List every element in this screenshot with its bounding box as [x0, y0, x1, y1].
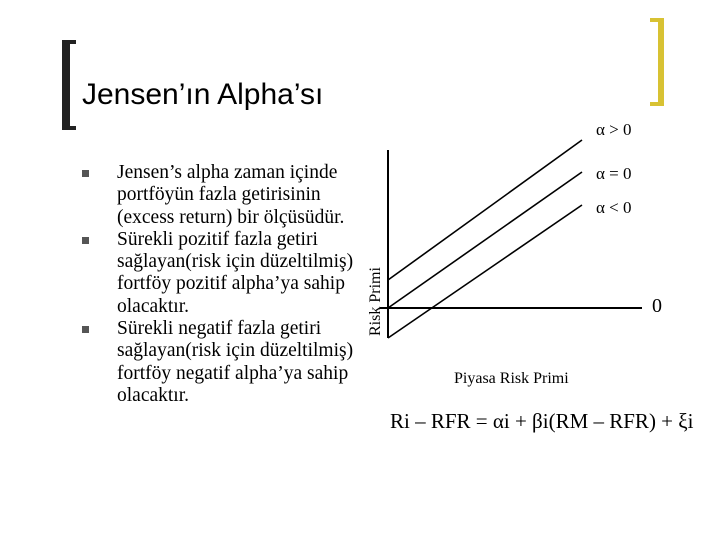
y-axis-label: Risk Primi — [367, 267, 384, 336]
alpha-zero-label: α = 0 — [596, 164, 632, 183]
origin-label: 0 — [652, 295, 662, 317]
slide-title: Jensen’ın Alpha’sı — [82, 78, 324, 111]
alpha-zero-line — [388, 172, 582, 308]
x-axis-label: Piyasa Risk Primi — [454, 370, 569, 387]
alpha-positive-label: α > 0 — [596, 120, 632, 139]
alpha-negative-label: α < 0 — [596, 198, 632, 217]
bullet-text: Jensen’s alpha zaman içinde portföyün fazla getirisinin (excess return) bir ölçüsüdür. — [117, 162, 345, 228]
alpha-negative-line — [388, 205, 582, 338]
bullet-text: Sürekli negatif fazla getiri sağlayan(risk için düzeltilmiş) fortföy negatif alpha’ya sahip olacaktır. — [117, 318, 354, 406]
bullet-text: Sürekli pozitif fazla getiri sağlayan(risk için düzeltilmiş) fortföy pozitif alpha’ya sahip olacaktır. — [117, 228, 354, 317]
alpha-positive-line — [388, 140, 582, 280]
jensen-formula: Ri – RFR = αi + βi(RM – RFR) + ξi — [390, 409, 694, 433]
